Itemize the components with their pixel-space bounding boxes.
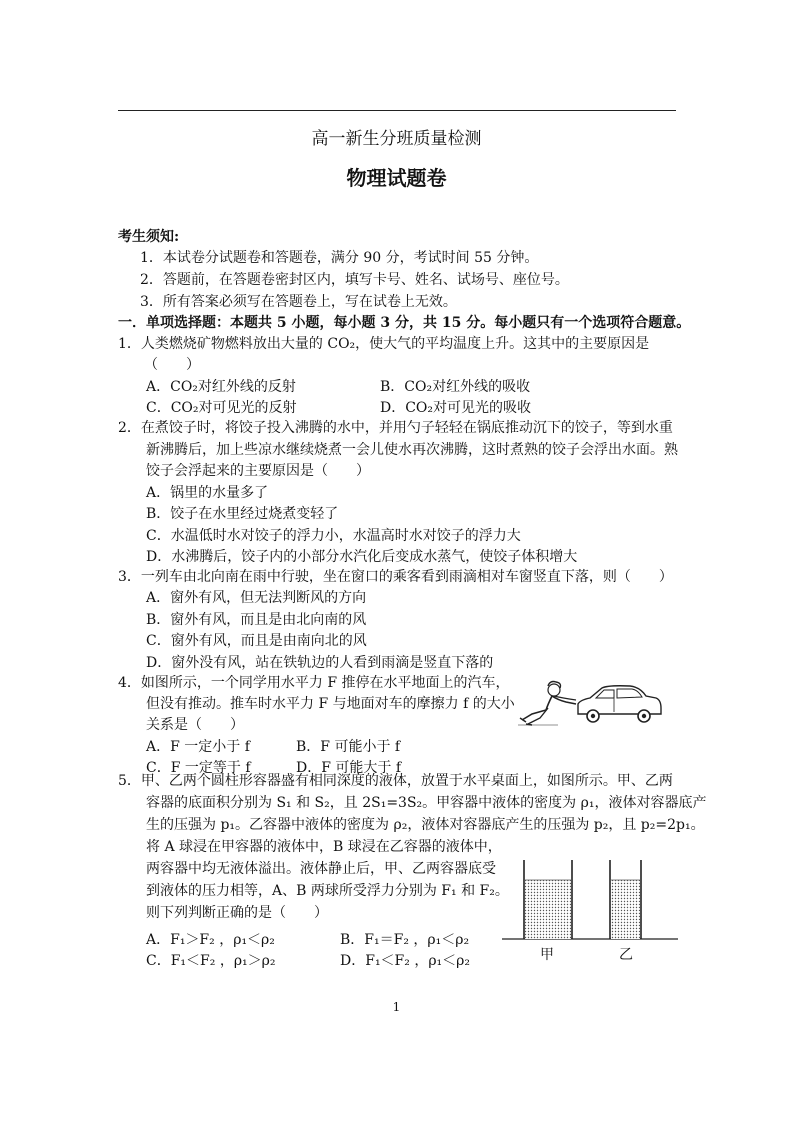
q5-label-jia: 甲: [540, 947, 554, 963]
q4-stem-line1: 4．如图所示，一个同学用水平力 F 推停在水平地面上的汽车，: [118, 675, 510, 691]
q2-stem-line3: 饺子会浮起来的主要原因是（ ）: [146, 463, 370, 479]
q5-label-yi: 乙: [619, 947, 633, 963]
exam-subtitle: 物理试题卷: [346, 166, 447, 190]
q5-stem-line2: 容器的底面积分别为 S₁ 和 S₂，且 2S₁=3S₂。甲容器中液体的密度为 ρ₁，液体对容器底产: [146, 795, 707, 811]
q5-stem-line3: 生的压强为 p₁。乙容器中液体的密度为 ρ₂，液体对容器底产生的压强为 p₂，且 p₂=2p₁。: [146, 817, 705, 833]
notice-item-3: 3．所有答案必须写在答题卷上，写在试卷上无效。: [140, 294, 457, 310]
q1-stem-line2: （ ）: [144, 357, 200, 373]
q4-push-car-figure: [518, 678, 663, 728]
header-rule: [118, 110, 676, 111]
q5-stem-line5: 两容器中均无液体溢出。液体静止后，甲、乙两容器底受: [146, 861, 496, 877]
q3-stem-line1: 3．一列车由北向南在雨中行驶，坐在窗口的乘客看到雨滴相对车窗竖直下落，则（ ）: [118, 569, 673, 585]
q5-stem-line4: 将 A 球浸在甲容器的液体中，B 球浸在乙容器的液体中，: [146, 839, 502, 855]
q4-option-a: A．F 一定小于 f: [146, 739, 250, 755]
q1-stem-line1: 1．人类燃烧矿物燃料放出大量的 CO₂，使大气的平均温度上升。这其中的主要原因是: [118, 336, 650, 352]
q5-option-c: C．F₁＜F₂ ，ρ₁＞ρ₂: [146, 953, 276, 969]
q3-option-b: B．窗外有风，而且是由北向南的风: [146, 612, 367, 628]
q5-stem-line6: 到液体的压力相等，A、B 两球所受浮力分别为 F₁ 和 F₂。: [146, 883, 509, 899]
q2-stem-line2: 新沸腾后，加上些凉水继续烧煮一会儿使水再次沸腾，这时煮熟的饺子会浮出水面。熟: [146, 442, 678, 458]
q3-option-c: C．窗外有风，而且是由南向北的风: [146, 633, 367, 649]
exam-title: 高一新生分班质量检测: [311, 129, 482, 149]
q2-option-d: D．水沸腾后，饺子内的小部分水汽化后变成水蒸气，使饺子体积增大: [146, 549, 578, 565]
q2-stem-line1: 2．在煮饺子时，将饺子投入沸腾的水中，并用勺子轻轻在锅底推动沉下的饺子，等到水重: [118, 420, 673, 436]
q3-option-d: D．窗外没有风，站在铁轨边的人看到雨滴是竖直下落的: [146, 655, 494, 671]
page-number: 1: [392, 1000, 401, 1014]
q1-option-c: C．CO₂对可见光的反射: [146, 400, 297, 416]
q4-option-b: B．F 可能小于 f: [296, 739, 401, 755]
notice-item-2: 2．答题前，在答题卷密封区内，填写卡号、姓名、试场号、座位号。: [140, 272, 569, 288]
q3-option-a: A．窗外有风，但无法判断风的方向: [146, 590, 367, 606]
notice-heading: 考生须知:: [118, 229, 180, 245]
q1-option-b: B．CO₂对红外线的吸收: [380, 379, 531, 395]
section1-heading: 一．单项选择题：本题共 5 小题，每小题 3 分，共 15 分。每小题只有一个选项符合题意。: [118, 315, 691, 331]
q5-stem-line1: 5．甲、乙两个圆柱形容器盛有相同深度的液体，放置于水平桌面上，如图所示。甲、乙两: [118, 773, 673, 789]
q5-containers-figure: [500, 858, 680, 943]
q1-option-d: D．CO₂对可见光的吸收: [380, 400, 532, 416]
q5-stem-line7: 则下列判断正确的是（ ）: [146, 905, 328, 921]
q2-option-a: A．锅里的水量多了: [146, 485, 269, 501]
q2-option-c: C．水温低时水对饺子的浮力小，水温高时水对饺子的浮力大: [146, 528, 521, 544]
q5-option-b: B．F₁＝F₂ ，ρ₁＜ρ₂: [340, 932, 470, 948]
q5-option-a: A．F₁＞F₂ ，ρ₁＜ρ₂: [146, 932, 275, 948]
q4-stem-line2: 但没有推动。推车时水平力 F 与地面对车的摩擦力 f 的大小: [146, 696, 515, 712]
q4-stem-line3: 关系是（ ）: [146, 717, 244, 733]
q1-option-a: A．CO₂对红外线的反射: [146, 379, 296, 395]
notice-item-1: 1．本试卷分试题卷和答题卷，满分 90 分，考试时间 55 分钟。: [140, 250, 539, 266]
q5-option-d: D．F₁＜F₂ ，ρ₁＜ρ₂: [340, 953, 471, 969]
q2-option-b: B．饺子在水里经过烧煮变轻了: [146, 506, 339, 522]
q4-option-d: D．F 可能大于 f: [296, 760, 402, 776]
q4-option-c: C．F 一定等于 f: [146, 760, 251, 776]
